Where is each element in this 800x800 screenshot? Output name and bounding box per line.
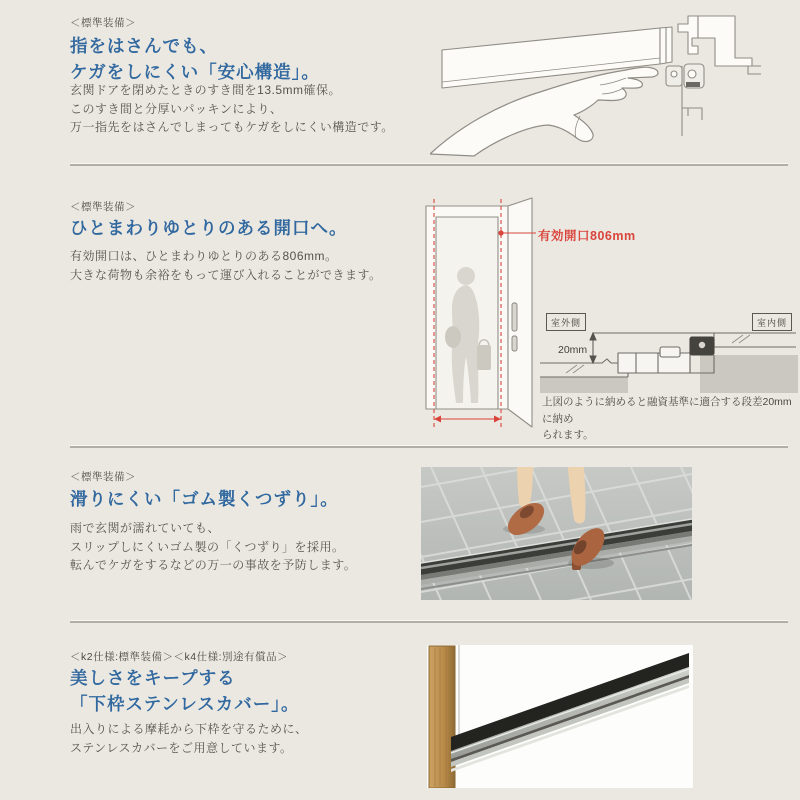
caption-line: られます。 xyxy=(542,429,594,441)
section1-tag: ＜標準装備＞ xyxy=(70,17,136,29)
body-line: 雨で玄関が濡れていても、 xyxy=(70,521,221,535)
step-dimension-label: 20mm xyxy=(558,344,588,356)
body-line: 転んでケガをするなどの万一の事故を予防します。 xyxy=(70,558,357,572)
section4-heading xyxy=(70,665,300,717)
body-line: 玄関ドアを閉めたときのすき間を13.5mm確保。 xyxy=(70,83,341,97)
body-line: 万一指先をはさんでしまってもケガをしにくい構造です。 xyxy=(70,120,394,134)
body-line: 出入りによる摩耗から下枠を守るために、 xyxy=(70,722,308,736)
open-door-illustration xyxy=(422,197,536,439)
section1-heading xyxy=(70,33,320,85)
heading-line: 「下枠ステンレスカバー」。 xyxy=(70,694,300,714)
body-line: 大きな荷物も余裕をもって運び入れることができます。 xyxy=(70,267,382,282)
door-handle xyxy=(512,303,517,351)
body-line: スリップしにくいゴム製の「くつずり」を採用。 xyxy=(70,539,345,554)
cross-section-caption xyxy=(542,394,798,444)
section3-heading xyxy=(70,486,339,512)
heading-line: 美しさをキープする xyxy=(70,668,236,688)
stainless-sill-cover-photo xyxy=(427,645,693,788)
section4-body xyxy=(70,720,308,757)
section1-body xyxy=(70,81,394,137)
shoes-on-threshold-photo xyxy=(421,467,692,600)
section-divider xyxy=(70,163,788,166)
section-divider xyxy=(70,620,788,623)
body-line: このすき間と分厚いパッキンにより、 xyxy=(70,101,283,116)
heading-line: 滑りにくい「ゴム製くつずり」。 xyxy=(70,489,339,509)
section2-tag: ＜標準装備＞ xyxy=(70,201,136,213)
body-line: ステンレスカバーをご用意しています。 xyxy=(70,740,293,755)
section3-body xyxy=(70,519,356,575)
section4-tag: ＜k2仕様:標準装備＞＜k4仕様:別途有償品＞ xyxy=(70,651,289,663)
outdoor-side-label: 室外側 xyxy=(546,313,586,331)
section2-heading xyxy=(70,215,348,241)
heading-line: ひとまわりゆとりのある開口へ。 xyxy=(70,218,348,238)
body-line: 有効開口は、ひとまわりゆとりのある806mm。 xyxy=(70,249,338,263)
effective-opening-annotation: 有効開口806mm xyxy=(538,229,636,243)
heading-line: ケガをしにくい「安心構造」。 xyxy=(70,62,320,82)
caption-line: 上図のように納めると融資基準に適合する段差20mmに納め xyxy=(542,396,792,425)
section-divider xyxy=(70,445,788,448)
section3-tag: ＜標準装備＞ xyxy=(70,471,136,483)
section2-body xyxy=(70,247,382,284)
indoor-side-label: 室内側 xyxy=(752,313,792,331)
heading-line: 指をはさんでも、 xyxy=(70,36,218,56)
hand-in-door-gap-illustration xyxy=(430,8,762,158)
step-dimension-line xyxy=(590,333,596,363)
